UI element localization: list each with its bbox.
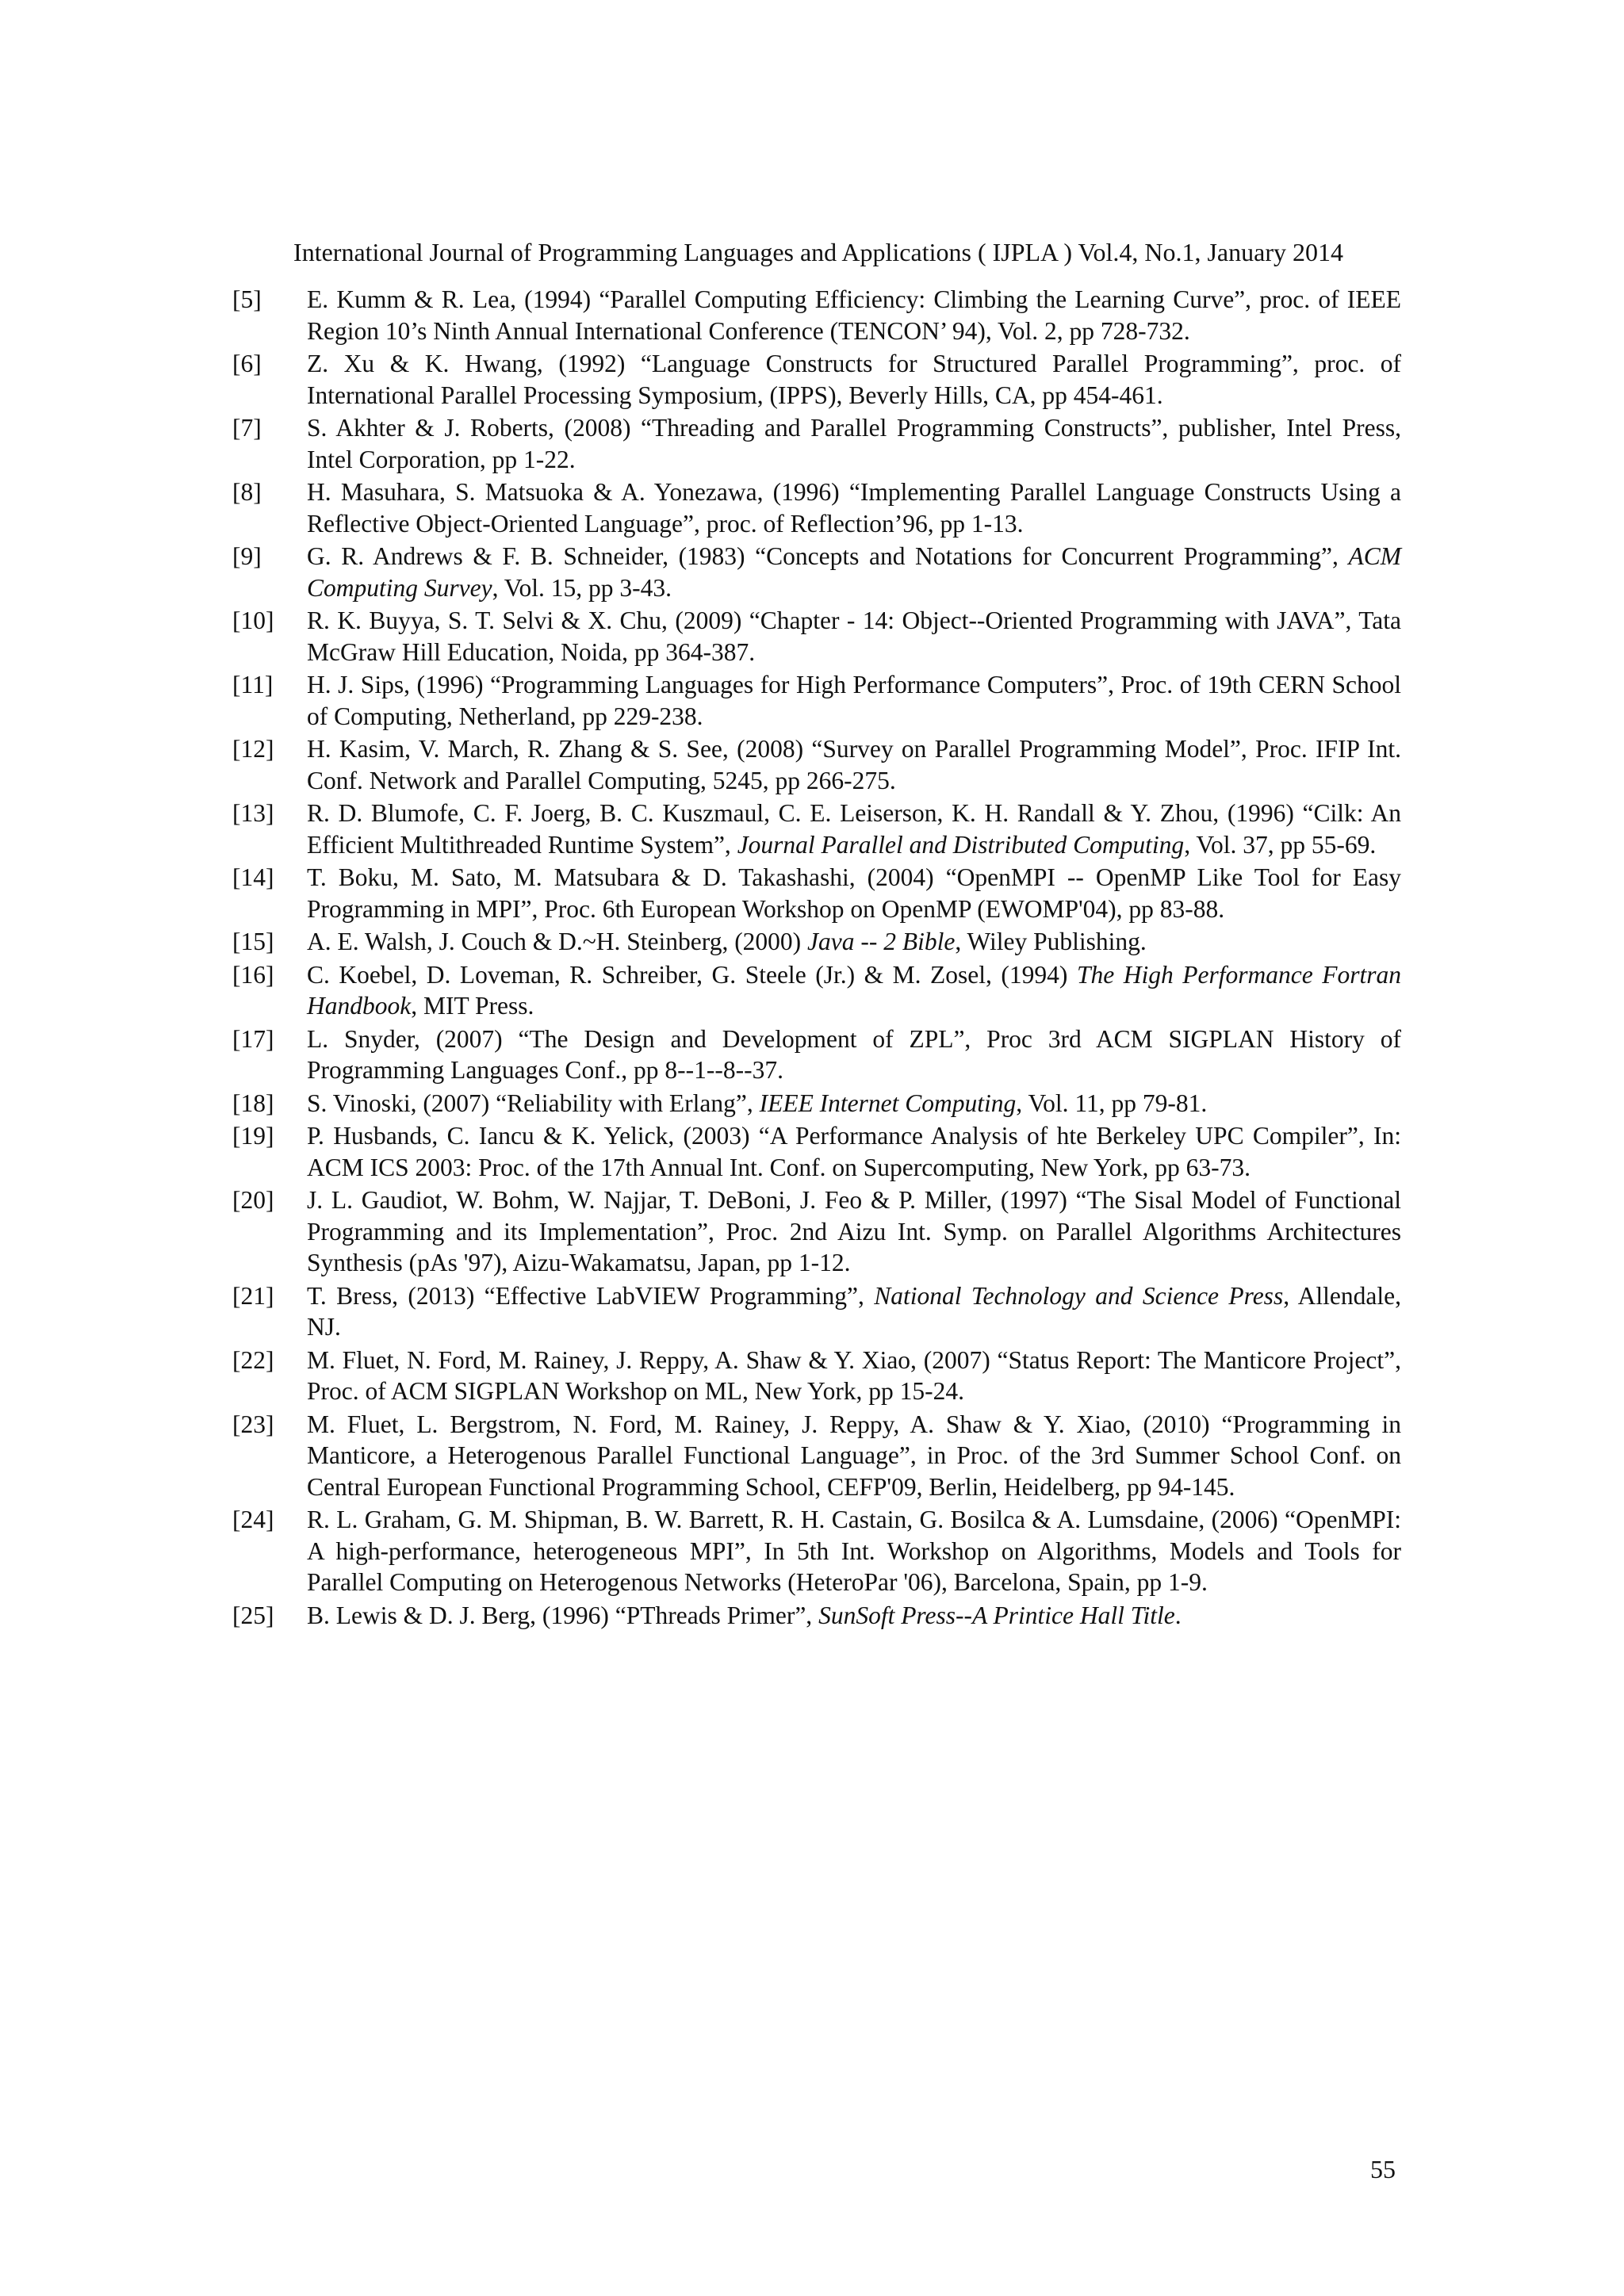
reference-number: [24]: [232, 1506, 274, 1533]
reference-text-segment: M. Fluet, N. Ford, M. Rainey, J. Reppy, A. Shaw & Y. Xiao, (2007) “Status Report: The Manticore Project”, Proc. of ACM SIGPLAN Workshop on ML, New York, pp 15-24.: [307, 1345, 1401, 1405]
reference-text-segment: Z. Xu & K. Hwang, (1992) “Language Constructs for Structured Parallel Programming”, proc. of International Parallel Processing Symposium, (IPPS), Beverly Hills, CA, pp 454-461.: [307, 350, 1401, 409]
reference-item: [232, 605, 1401, 668]
reference-text: [307, 862, 1401, 924]
reference-number: [12]: [232, 735, 274, 763]
reference-text-segment: H. Masuhara, S. Matsuoka & A. Yonezawa, (1996) “Implementing Parallel Language Constructs Using a Reflective Object-Oriented Language”, proc. of Reflection’96, pp 1-13.: [307, 478, 1401, 538]
reference-number: [19]: [232, 1122, 274, 1150]
reference-text: [307, 1280, 1401, 1343]
reference-number: [8]: [232, 478, 262, 506]
reference-text: [307, 605, 1401, 668]
reference-text-segment: E. Kumm & R. Lea, (1994) “Parallel Computing Efficiency: Climbing the Learning Curve”, proc. of IEEE Region 10’s Ninth Annual International Conference (TENCON’ 94), Vol. 2, pp 728-732.: [307, 285, 1401, 345]
reference-number: [16]: [232, 960, 274, 989]
reference-list: [232, 284, 1401, 1632]
reference-item: [232, 1345, 1401, 1407]
reference-text: [307, 476, 1401, 539]
reference-text: [307, 284, 1401, 346]
reference-item: [232, 1088, 1401, 1119]
reference-item: [232, 1504, 1401, 1598]
reference-number: [10]: [232, 607, 274, 634]
reference-text: [307, 733, 1401, 796]
reference-text-segment: H. Kasim, V. March, R. Zhang & S. See, (2008) “Survey on Parallel Programming Model”, Proc. IFIP Int. Conf. Network and Parallel Computing, 5245, pp 266-275.: [307, 735, 1401, 794]
reference-venue-italic: ACM Computing Survey: [307, 542, 1401, 602]
reference-venue-italic: Java -- 2 Bible: [807, 928, 956, 955]
reference-item: [232, 284, 1401, 346]
reference-number: [9]: [232, 542, 262, 570]
reference-item: [232, 733, 1401, 796]
reference-text-segment: , Wiley Publishing.: [955, 928, 1147, 955]
reference-venue-italic: SunSoft Press--A Printice Hall Title: [818, 1601, 1175, 1629]
reference-number: [11]: [232, 671, 274, 698]
reference-item: [232, 1600, 1401, 1632]
reference-text-segment: , Vol. 37, pp 55-69.: [1184, 830, 1377, 859]
reference-text-segment: R. D. Blumofe, C. F. Joerg, B. C. Kuszmaul, C. E. Leiserson, K. H. Randall & Y. Zhou, (1996) “Cilk: An Efficient Multithreaded Runtime System”,: [307, 799, 1401, 859]
reference-number: [15]: [232, 928, 274, 955]
reference-item: [232, 541, 1401, 603]
reference-text: [307, 1024, 1401, 1086]
reference-number: [21]: [232, 1281, 274, 1310]
reference-number: [25]: [232, 1601, 274, 1629]
reference-venue-italic: IEEE Internet Computing: [759, 1089, 1017, 1117]
reference-venue-italic: The High Performance Fortran Handbook: [307, 960, 1402, 1020]
reference-text-segment: T. Boku, M. Sato, M. Matsubara & D. Takashashi, (2004) “OpenMPI -- OpenMP Like Tool for Easy Programming in MPI”, Proc. 6th European Workshop on OpenMP (EWOMP'04), pp 83-88.: [307, 863, 1401, 923]
reference-text: [307, 348, 1401, 411]
reference-text: [307, 798, 1401, 860]
reference-text: [307, 1184, 1401, 1279]
reference-text-segment: T. Bress, (2013) “Effective LabVIEW Programming”,: [307, 1281, 875, 1310]
reference-item: [232, 1184, 1401, 1279]
reference-text-segment: , Vol. 11, pp 79-81.: [1016, 1089, 1208, 1117]
reference-text: [307, 1345, 1401, 1407]
reference-item: [232, 412, 1401, 475]
reference-item: [232, 1409, 1401, 1503]
reference-text: [307, 1088, 1401, 1119]
reference-number: [5]: [232, 285, 262, 313]
reference-item: [232, 669, 1401, 732]
reference-text: [307, 1120, 1401, 1183]
reference-text-segment: G. R. Andrews & F. B. Schneider, (1983) “Concepts and Notations for Concurrent Programming”,: [307, 542, 1349, 570]
reference-item: [232, 798, 1401, 860]
reference-item: [232, 862, 1401, 924]
reference-number: [18]: [232, 1089, 274, 1117]
reference-text-segment: M. Fluet, L. Bergstrom, N. Ford, M. Rainey, J. Reppy, A. Shaw & Y. Xiao, (2010) “Programming in Manticore, a Heterogenous Parallel Functional Language”, in Proc. of the 3rd Summer School Conf. on Central European Functional Programming School, CEFP'09, Berlin, Heidelberg, pp 94-145.: [307, 1410, 1401, 1501]
reference-number: [23]: [232, 1410, 274, 1438]
reference-text-segment: , MIT Press.: [411, 992, 534, 1020]
reference-text-segment: J. L. Gaudiot, W. Bohm, W. Najjar, T. DeBoni, J. Feo & P. Miller, (1997) “The Sisal Model of Functional Programming and its Implementation”, Proc. 2nd Aizu Int. Symp. on Parallel Algorithms Architectures Synthesis (pAs '97), Aizu-Wakamatsu, Japan, pp 1-12.: [307, 1186, 1401, 1276]
reference-text-segment: A. E. Walsh, J. Couch & D.~H. Steinberg, (2000): [307, 928, 808, 955]
reference-text: [307, 541, 1401, 603]
reference-text-segment: , Allendale, NJ.: [307, 1281, 1402, 1341]
reference-text: [307, 926, 1401, 958]
reference-text: [307, 959, 1401, 1022]
reference-text-segment: H. J. Sips, (1996) “Programming Languages for High Performance Computers”, Proc. of 19th CERN School of Computing, Netherland, pp 229-238.: [307, 671, 1401, 730]
reference-text-segment: C. Koebel, D. Loveman, R. Schreiber, G. Steele (Jr.) & M. Zosel, (1994): [307, 960, 1077, 989]
reference-text: [307, 1409, 1401, 1503]
reference-number: [13]: [232, 799, 274, 827]
reference-text: [307, 412, 1401, 475]
reference-text: [307, 669, 1401, 732]
reference-text: [307, 1504, 1401, 1598]
reference-item: [232, 348, 1401, 411]
reference-item: [232, 926, 1401, 958]
reference-text-segment: .: [1174, 1601, 1182, 1629]
reference-item: [232, 1280, 1401, 1343]
reference-number: [7]: [232, 414, 262, 442]
reference-item: [232, 1024, 1401, 1086]
reference-text-segment: R. K. Buyya, S. T. Selvi & X. Chu, (2009) “Chapter - 14: Object--Oriented Programming with JAVA”, Tata McGraw Hill Education, Noida, pp 364-387.: [307, 607, 1401, 666]
reference-text-segment: S. Vinoski, (2007) “Reliability with Erlang”,: [307, 1089, 760, 1117]
reference-item: [232, 476, 1401, 539]
reference-venue-italic: Journal Parallel and Distributed Computing: [737, 830, 1185, 859]
reference-text-segment: R. L. Graham, G. M. Shipman, B. W. Barrett, R. H. Castain, G. Bosilca & A. Lumsdaine, (2006) “OpenMPI: A high-performance, heterogeneous MPI”, In 5th Int. Workshop on Algorithms, Models and Tools for Parallel Computing on Heterogenous Networks (HeteroPar '06), Barcelona, Spain, pp 1-9.: [307, 1506, 1401, 1596]
reference-text-segment: , Vol. 15, pp 3-43.: [492, 573, 672, 602]
reference-number: [14]: [232, 863, 274, 891]
reference-text: [307, 1600, 1401, 1632]
reference-number: [20]: [232, 1186, 274, 1214]
page-number: 55: [1370, 2155, 1396, 2183]
reference-text-segment: L. Snyder, (2007) “The Design and Development of ZPL”, Proc 3rd ACM SIGPLAN History of Programming Languages Conf., pp 8--1--8--37.: [307, 1024, 1401, 1084]
reference-item: [232, 1120, 1401, 1183]
reference-text-segment: B. Lewis & D. J. Berg, (1996) “PThreads Primer”,: [307, 1601, 819, 1629]
reference-text-segment: S. Akhter & J. Roberts, (2008) “Threading and Parallel Programming Constructs”, publisher, Intel Press, Intel Corporation, pp 1-22.: [307, 414, 1401, 473]
reference-number: [17]: [232, 1024, 274, 1053]
reference-number: [22]: [232, 1345, 274, 1374]
reference-number: [6]: [232, 350, 262, 377]
reference-text-segment: P. Husbands, C. Iancu & K. Yelick, (2003) “A Performance Analysis of hte Berkeley UPC Compiler”, In: ACM ICS 2003: Proc. of the 17th Annual Int. Conf. on Supercomputing, New York, pp 63-73.: [307, 1122, 1401, 1181]
reference-venue-italic: National Technology and Science Press: [874, 1281, 1284, 1310]
running-header: International Journal of Programming Languages and Applications ( IJPLA ) Vol.4, No.1, January 2014: [293, 238, 1343, 266]
reference-item: [232, 959, 1401, 1022]
